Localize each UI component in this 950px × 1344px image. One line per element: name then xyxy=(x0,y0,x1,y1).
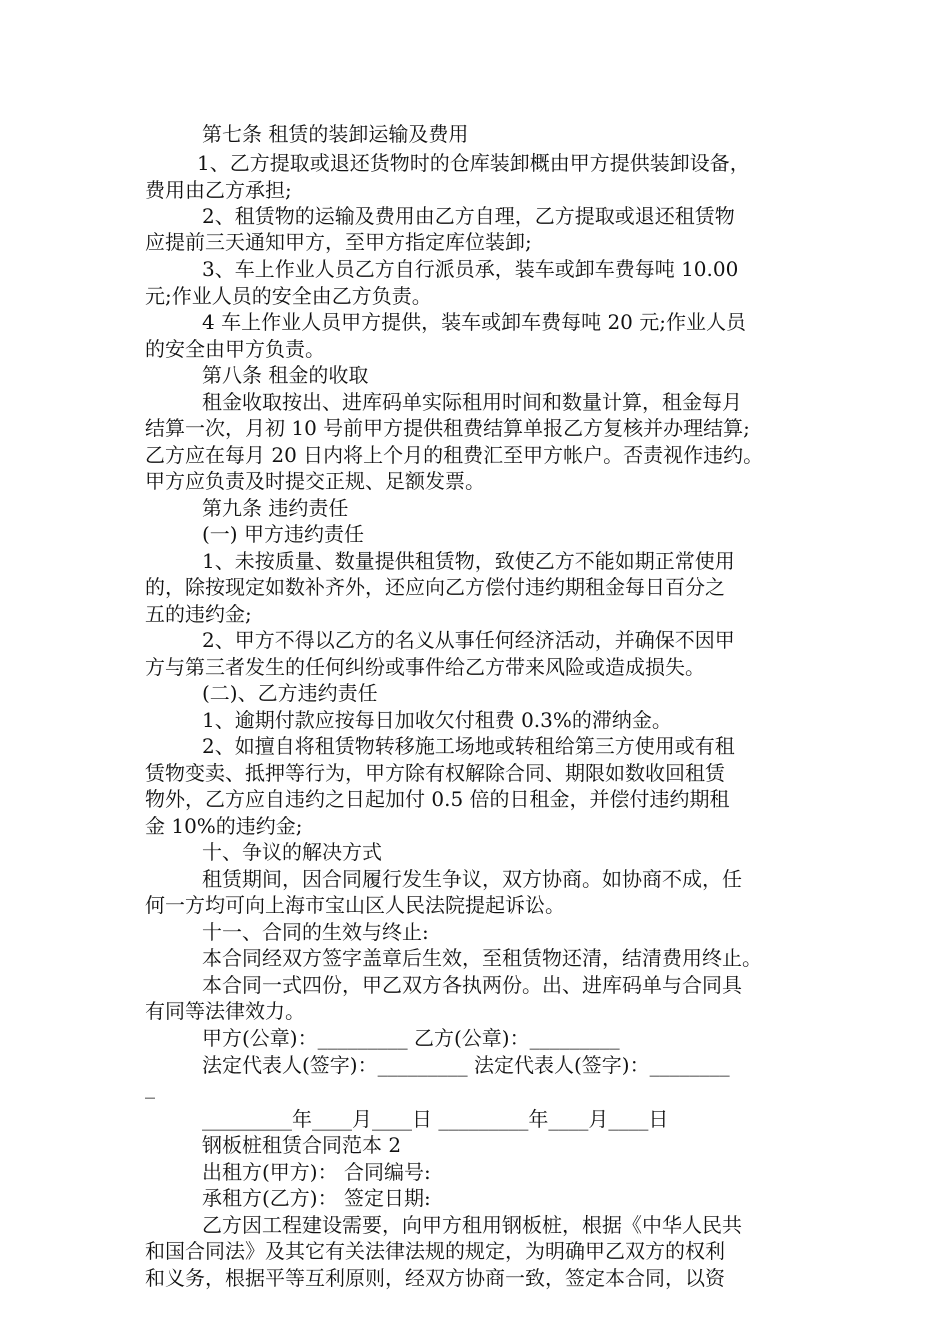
article-8-heading: 第八条 租金的收取 xyxy=(202,363,369,387)
paragraph-line: 赁物变卖、抵押等行为，甲方除有权解除合同、期限如数收回租赁 xyxy=(145,761,725,785)
paragraph-line: 结算一次，月初 10 号前甲方提供租费结算单报乙方复核并办理结算; xyxy=(145,416,750,440)
paragraph-line: 费用由乙方承担; xyxy=(145,178,292,202)
paragraph-line: 的安全由甲方负责。 xyxy=(145,337,325,361)
contract-title: 钢板桩租赁合同范本 2 xyxy=(202,1133,402,1157)
paragraph-line: 有同等法律效力。 xyxy=(145,999,305,1023)
paragraph-line: 物外，乙方应自违约之日起加付 0.5 倍的日租金，并偿付违约期租 xyxy=(145,787,730,811)
lessee-line: 承租方(乙方)： 签定日期: xyxy=(202,1186,431,1210)
paragraph-line: 乙方因工程建设需要，向甲方租用钢板桩，根据《中华人民共 xyxy=(202,1213,742,1237)
article-7-heading: 第七条 租赁的装卸运输及费用 xyxy=(202,122,469,146)
article-11-heading: 十一、合同的生效与终止: xyxy=(202,920,429,944)
lessor-line: 出租方(甲方)： 合同编号: xyxy=(202,1160,431,1184)
paragraph-line: 应提前三天通知甲方，至甲方指定库位装卸; xyxy=(145,230,532,254)
paragraph-line: 本合同经双方签字盖章后生效，至租赁物还清，结清费用终止。 xyxy=(202,946,762,970)
paragraph-line: 1、逾期付款应按每日加收欠付租费 0.3%的滞纳金。 xyxy=(202,708,672,732)
paragraph-line: 和义务，根据平等互利原则，经双方协商一致，签定本合同，以资 xyxy=(145,1266,725,1290)
paragraph-line: 元;作业人员的安全由乙方负责。 xyxy=(145,284,432,308)
article-10-heading: 十、争议的解决方式 xyxy=(202,840,382,864)
paragraph-line: 乙方应在每月 20 日内将上个月的租费汇至甲方帐户。否责视作违约。 xyxy=(145,443,764,467)
signature-seal-line: 甲方(公章)：_________ 乙方(公章)：_________ xyxy=(202,1026,620,1050)
paragraph-line: 3、车上作业人员乙方自行派员承，装车或卸车费每吨 10.00 xyxy=(202,257,739,281)
paragraph-line: 租赁期间，因合同履行发生争议，双方协商。如协商不成，任 xyxy=(202,867,742,891)
paragraph-line: 金 10%的违约金; xyxy=(145,814,303,838)
paragraph-line: 2、租赁物的运输及费用由乙方自理，乙方提取或退还租赁物 xyxy=(202,204,735,228)
article-9-heading: 第九条 违约责任 xyxy=(202,496,349,520)
paragraph-line: 本合同一式四份，甲乙双方各执两份。出、进库码单与合同具 xyxy=(202,973,742,997)
paragraph-line: 1、乙方提取或退还货物时的仓库装卸概由甲方提供装卸设备， xyxy=(197,151,750,175)
signature-overflow-line: _ xyxy=(145,1075,155,1099)
paragraph-line: 五的违约金; xyxy=(145,602,252,626)
paragraph-line: 2、如擅自将租赁物转移施工场地或转租给第三方使用或有租 xyxy=(202,734,735,758)
subsection-heading: (二)、乙方违约责任 xyxy=(202,681,378,705)
paragraph-line: 2、甲方不得以乙方的名义从事任何经济活动，并确保不因甲 xyxy=(202,628,735,652)
paragraph-line: 租金收取按出、进库码单实际租用时间和数量计算，租金每月 xyxy=(202,390,742,414)
signature-date-line: _________年____月____日 _________年____月____日 xyxy=(202,1107,669,1131)
subsection-heading: (一) 甲方违约责任 xyxy=(202,522,364,546)
paragraph-line: 方与第三者发生的任何纠纷或事件给乙方带来风险或造成损失。 xyxy=(145,655,705,679)
paragraph-line: 1、未按质量、数量提供租赁物，致使乙方不能如期正常使用 xyxy=(202,549,735,573)
paragraph-line: 和国合同法》及其它有关法律法规的规定，为明确甲乙双方的权利 xyxy=(145,1239,725,1263)
paragraph-line: 4 车上作业人员甲方提供，装车或卸车费每吨 20 元;作业人员 xyxy=(202,310,746,334)
signature-representative-line: 法定代表人(签字)：_________ 法定代表人(签字)：________ xyxy=(202,1053,730,1077)
paragraph-line: 的，除按现定如数补齐外，还应向乙方偿付违约期租金每日百分之 xyxy=(145,575,725,599)
paragraph-line: 甲方应负责及时提交正规、足额发票。 xyxy=(145,469,485,493)
paragraph-line: 何一方均可向上海市宝山区人民法院提起诉讼。 xyxy=(145,893,565,917)
